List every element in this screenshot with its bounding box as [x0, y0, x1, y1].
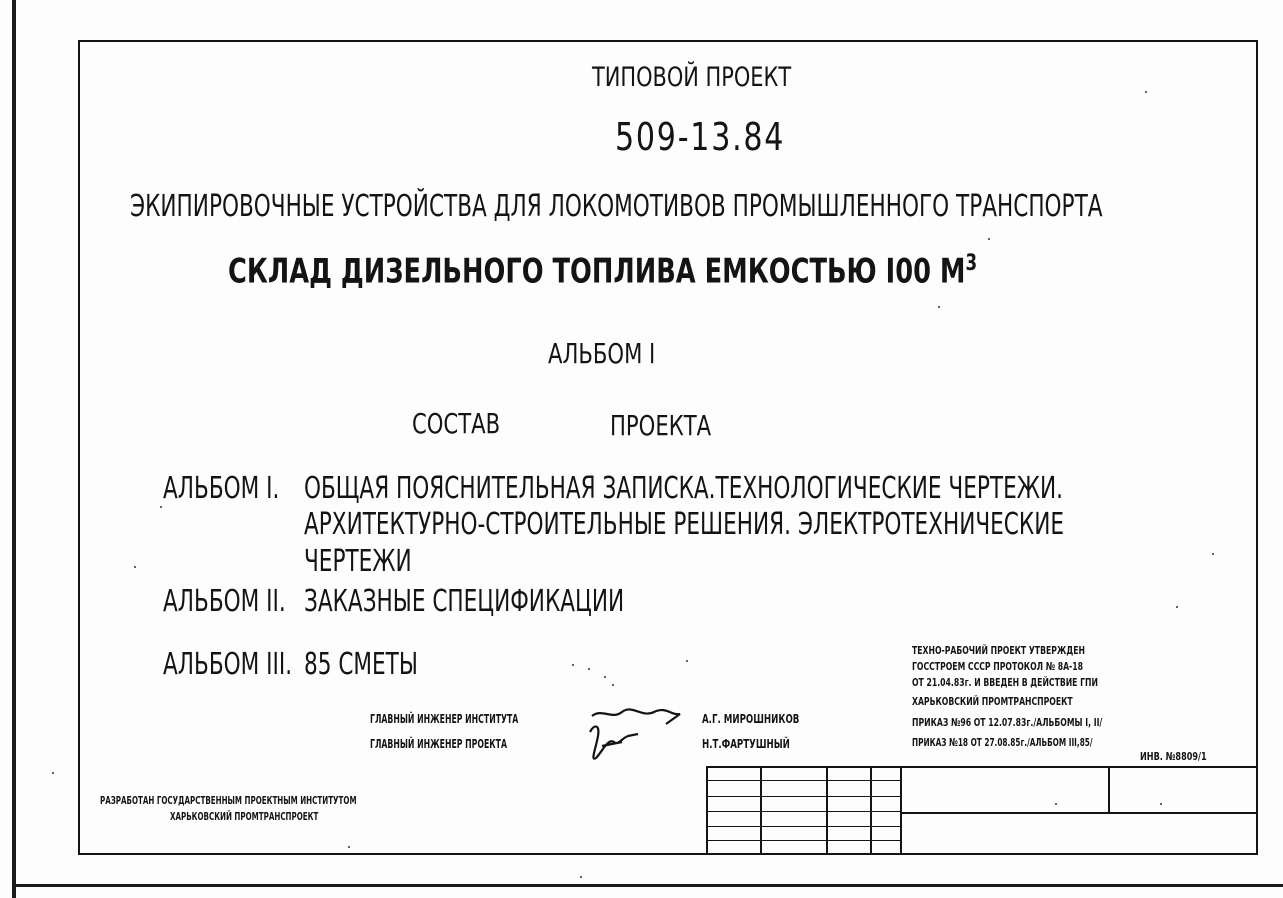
scan-speck [572, 664, 574, 666]
scan-speck [686, 660, 688, 662]
title-block-top-line [706, 766, 1258, 768]
approval-line-1: ТЕХНО-РАБОЧИЙ ПРОЕКТ УТВЕРЖДЕН [912, 644, 1085, 657]
album-3-label: АЛЬБОМ III. [163, 647, 293, 682]
composition-word-1: СОСТАВ [412, 407, 501, 440]
scan-speck [1212, 553, 1214, 555]
scan-speck [1176, 606, 1178, 608]
document-header: ТИПОВОЙ ПРОЕКТ [592, 62, 792, 93]
inventory-number: ИНВ. №8809/1 [1140, 750, 1207, 763]
signature-name-1: А.Г. МИРОШНИКОВ [702, 712, 800, 726]
title-block-right-row [900, 812, 1258, 814]
scan-speck [588, 668, 590, 670]
developer-line-2: ХАРЬКОВСКИЙ ПРОМТРАНСПРОЕКТ [170, 810, 319, 823]
scan-speck [938, 306, 940, 308]
scan-speck [52, 772, 54, 774]
album-1-line-2: АРХИТЕКТУРНО-СТРОИТЕЛЬНЫЕ РЕШЕНИЯ. ЭЛЕКТРОТЕХНИЧЕСКИЕ [304, 507, 1064, 542]
handwritten-signatures [582, 702, 686, 766]
album-label: АЛЬБОМ I [548, 337, 656, 370]
scan-speck [348, 846, 350, 848]
album-2-line-1: ЗАКАЗНЫЕ СПЕЦИФИКАЦИИ [304, 584, 625, 619]
signature-name-2: Н.Т.ФАРТУШНЫЙ [702, 737, 790, 751]
album-3-line-1: 85 СМЕТЫ [304, 647, 418, 682]
signature-role-2: ГЛАВНЫЙ ИНЖЕНЕР ПРОЕКТА [370, 737, 507, 751]
sheet-edge-left [12, 0, 16, 898]
composition-word-2: ПРОЕКТА [610, 409, 712, 442]
approval-line-5: ПРИКАЗ №96 ОТ 12.07.83г./АЛЬБОМЫ I, II/ [912, 716, 1103, 729]
scan-speck [160, 506, 162, 508]
title-block-row-3 [706, 811, 902, 812]
signature-role-1: ГЛАВНЫЙ ИНЖЕНЕР ИНСТИТУТА [370, 712, 519, 726]
title-block-row-4 [706, 826, 902, 827]
scan-speck [580, 876, 582, 878]
album-1-line-1: ОБЩАЯ ПОЯСНИТЕЛЬНАЯ ЗАПИСКА.ТЕХНОЛОГИЧЕСКИЕ ЧЕРТЕЖИ. [304, 471, 1063, 506]
title-block-row-5 [706, 840, 902, 841]
scan-speck [988, 238, 990, 240]
approval-line-2: ГОССТРОЕМ СССР ПРОТОКОЛ № 8А-18 [912, 660, 1084, 673]
scan-speck [134, 566, 136, 568]
scan-speck [1160, 803, 1162, 805]
series-title: ЭКИПИРОВОЧНЫЕ УСТРОЙСТВА ДЛЯ ЛОКОМОТИВОВ ПРОМЫШЛЕННОГО ТРАНСПОРТА [130, 189, 1103, 224]
album-1-line-3: ЧЕРТЕЖИ [304, 544, 412, 579]
sheet-edge-bottom [12, 884, 1283, 887]
album-2-label: АЛЬБОМ II. [163, 584, 286, 619]
scan-speck [1145, 91, 1147, 93]
title-block-row-2 [706, 796, 902, 797]
title-block-col-5 [1108, 766, 1110, 813]
approval-line-3: ОТ 21.04.83г. И ВВЕДЕН В ДЕЙСТВИЕ ГПИ [912, 676, 1098, 689]
main-title-superscript: 3 [965, 251, 978, 276]
scan-speck [612, 684, 614, 686]
developer-line-1: РАЗРАБОТАН ГОСУДАРСТВЕННЫМ ПРОЕКТНЫМ ИНСТИТУТОМ [100, 794, 357, 807]
approval-line-4: ХАРЬКОВСКИЙ ПРОМТРАНСПРОЕКТ [912, 695, 1073, 708]
album-1-label: АЛЬБОМ I. [163, 471, 280, 506]
scan-speck [604, 676, 606, 678]
scan-speck [1055, 803, 1057, 805]
title-block-row-1 [706, 780, 902, 781]
main-title: СКЛАД ДИЗЕЛЬНОГО ТОПЛИВА ЕМКОСТЬЮ I00 $М^3$ [228, 251, 978, 292]
approval-line-6: ПРИКАЗ №18 ОТ 27.08.85г./АЛЬБОМ III,85/ [912, 736, 1093, 749]
project-number: 509-13.84 [615, 115, 786, 159]
